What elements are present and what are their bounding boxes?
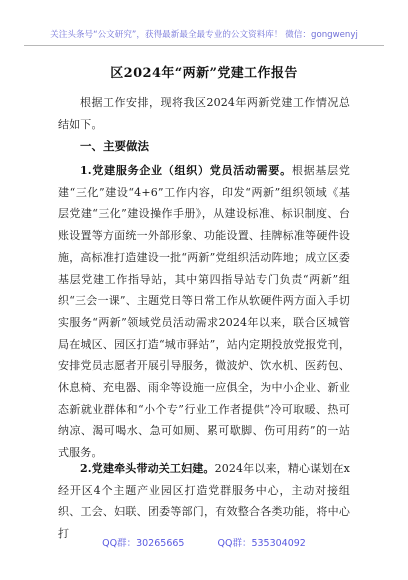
item-body-1: 根据基层党建“三化”建设“4+6”工作内容，印发“两新”组织领域《基层党建“三化”建设操作手册》，从建设标准、标识制度、台账设置等方面统一外部形象、功能设置、挂牌标准等硬件设施，高标准打造建设一批“两新”党组织活动阵地；成立区委基层党建工作指导站，其中第四指导站专门负责“两新”组织“三会一课”、主题党日等日常工作从软硬件两方面入手切实服务“两新”领域党员活动需求2024年以来，联合区城管局在城区、园区打造“城市驿站”，站内定期投放党报党刊，安排党员志愿者开展引导服务，微波炉、饮水机、医药包、休息椅、充电器、雨伞等设施一应俱全，为中小企业、新业态新就业群体和“小个专”行业工作者提供“冷可取暖、热可纳凉、渴可喝水、急可如厕、累可歇脚、伤可用药”的一站式服务。 [58,164,351,460]
footer-qq-group-1: QQ群：30265665 [102,538,185,549]
intro-paragraph: 根据工作安排，现将我区2024年两新党建工作情况总结如下。 [58,96,350,131]
item-body-2: 2024年以来，精心谋划在x经开区4个主题产业园区打造党群服务中心，主动对接组织、工会、妇联、团委等部门，有效整合各类功能，将中心打 [58,462,350,541]
section-heading: 一、主要做法 [80,139,149,153]
footer-contacts [0,535,408,549]
header-divider [24,45,384,46]
footer-qq-group-2: QQ群：535304092 [217,538,306,549]
header-notice: 关注头条号“公文研究”，获得最新最全最专业的公文资料库！ 微信：gongwenyj [50,30,358,40]
document-title: 区2024年“两新”党建工作报告 [110,66,298,81]
item-paragraph-2 [58,458,350,545]
item-lead-1: 1.党建服务企业（组织）党员活动需要。 [80,164,292,177]
item-lead-2: 2.党建牵头带动关工妇建。 [80,462,215,475]
item-paragraph-1 [58,160,350,464]
